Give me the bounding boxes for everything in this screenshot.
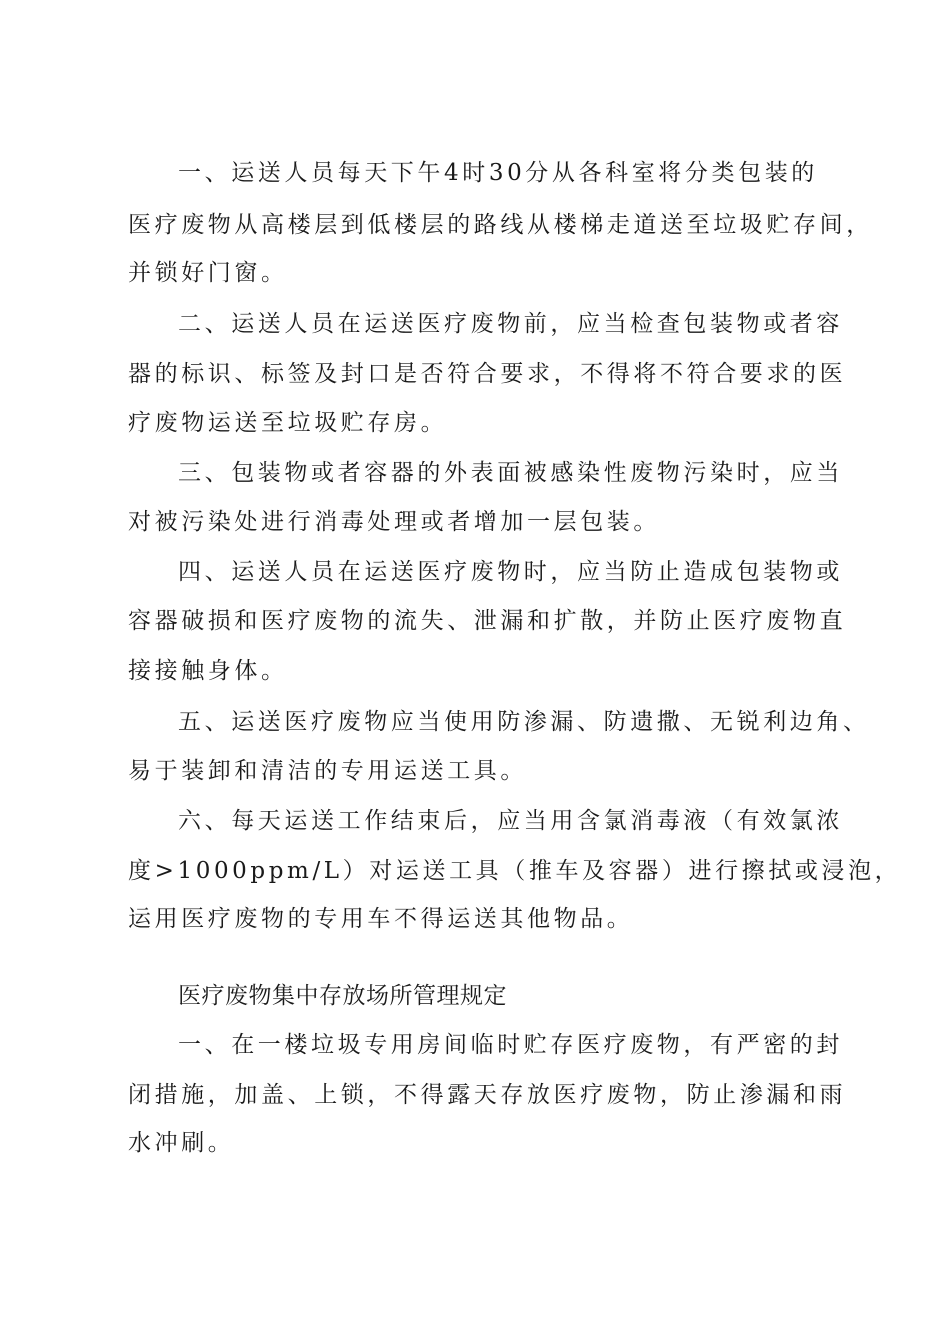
paragraph-line: 三、包装物或者容器的外表面被感染性废物污染时，应当 — [178, 460, 843, 486]
paragraph-line: 医疗废物从高楼层到低楼层的路线从楼梯走道送至垃圾贮存间， — [128, 212, 873, 238]
paragraph-line: 度>1000ppm/L）对运送工具（推车及容器）进行擦拭或浸泡， — [128, 858, 902, 884]
paragraph-line: 闭措施，加盖、上锁，不得露天存放医疗废物，防止渗漏和雨 — [128, 1082, 847, 1108]
paragraph-line: 六、每天运送工作结束后，应当用含氯消毒液（有效氯浓 — [178, 808, 843, 834]
paragraph-line: 接接触身体。 — [128, 658, 288, 684]
paragraph-line: 一、运送人员每天下午4时30分从各科室将分类包装的 — [178, 160, 818, 186]
section-heading: 医疗废物集中存放场所管理规定 — [178, 983, 507, 1009]
paragraph-line: 容器破损和医疗废物的流失、泄漏和扩散，并防止医疗废物直 — [128, 608, 847, 634]
paragraph-line: 二、运送人员在运送医疗废物前，应当检查包装物或者容 — [178, 311, 843, 337]
paragraph-line: 器的标识、标签及封口是否符合要求，不得将不符合要求的医 — [128, 361, 847, 387]
paragraph-line: 四、运送人员在运送医疗废物时，应当防止造成包装物或 — [178, 559, 843, 585]
paragraph-line: 运用医疗废物的专用车不得运送其他物品。 — [128, 906, 634, 932]
paragraph-line: 并锁好门窗。 — [128, 260, 288, 286]
paragraph-line: 五、运送医疗废物应当使用防渗漏、防遗撒、无锐利边角、 — [178, 709, 870, 735]
paragraph-line: 易于装卸和清洁的专用运送工具。 — [128, 758, 527, 784]
paragraph-line: 疗废物运送至垃圾贮存房。 — [128, 410, 448, 436]
paragraph-line: 水冲刷。 — [128, 1130, 235, 1156]
paragraph-line: 对被污染处进行消毒处理或者增加一层包装。 — [128, 509, 660, 535]
paragraph-line: 一、在一楼垃圾专用房间临时贮存医疗废物，有严密的封 — [178, 1032, 843, 1058]
